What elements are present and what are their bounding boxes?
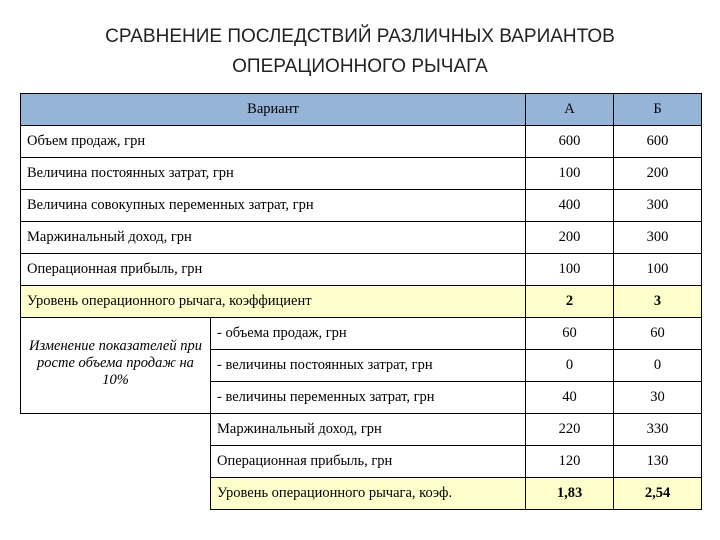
row-value-a: 100 — [526, 254, 614, 286]
table-row — [21, 414, 702, 446]
row-value-a: 60 — [526, 318, 614, 350]
row-label: Величина постоянных затрат, грн — [21, 158, 526, 190]
row-value-b: 200 — [614, 158, 702, 190]
row-label: - величины переменных затрат, грн — [211, 382, 526, 414]
row-label: Маржинальный доход, грн — [211, 414, 526, 446]
row-value-a: 120 — [526, 446, 614, 478]
header-a: А — [526, 94, 614, 126]
header-variant: Вариант — [21, 94, 526, 126]
comparison-table — [20, 93, 702, 510]
row-label: Маржинальный доход, грн — [21, 222, 526, 254]
row-value-b: 30 — [614, 382, 702, 414]
row-value-b: 2,54 — [614, 478, 702, 510]
row-value-b: 0 — [614, 350, 702, 382]
empty-cell — [21, 478, 211, 510]
row-label: Уровень операционного рычага, коэффициент — [21, 286, 526, 318]
row-value-a: 200 — [526, 222, 614, 254]
row-value-b: 300 — [614, 190, 702, 222]
row-label: Объем продаж, грн — [21, 126, 526, 158]
row-value-a: 0 — [526, 350, 614, 382]
table-row-highlight — [21, 286, 702, 318]
empty-cell — [21, 414, 211, 446]
row-value-b: 3 — [614, 286, 702, 318]
row-value-a: 100 — [526, 158, 614, 190]
table-header-row — [21, 94, 702, 126]
table-row — [21, 158, 702, 190]
row-value-a: 600 — [526, 126, 614, 158]
row-label: Операционная прибыль, грн — [21, 254, 526, 286]
row-value-a: 2 — [526, 286, 614, 318]
row-value-a: 400 — [526, 190, 614, 222]
row-value-a: 1,83 — [526, 478, 614, 510]
row-label: - объема продаж, грн — [211, 318, 526, 350]
row-value-b: 100 — [614, 254, 702, 286]
row-value-b: 130 — [614, 446, 702, 478]
row-label: - величины постоянных затрат, грн — [211, 350, 526, 382]
table-row — [21, 254, 702, 286]
table-row — [21, 318, 702, 350]
title-line-2: ОПЕРАЦИОННОГО РЫЧАГА — [232, 56, 488, 77]
change-group-label: Изменение показателей при росте объема продаж на 10% — [21, 318, 211, 414]
table-row — [21, 190, 702, 222]
row-value-b: 300 — [614, 222, 702, 254]
table-row — [21, 446, 702, 478]
row-value-b: 600 — [614, 126, 702, 158]
table-row — [21, 222, 702, 254]
page-title — [0, 22, 720, 82]
row-label: Операционная прибыль, грн — [211, 446, 526, 478]
row-value-b: 60 — [614, 318, 702, 350]
title-line-1: СРАВНЕНИЕ ПОСЛЕДСТВИЙ РАЗЛИЧНЫХ ВАРИАНТОВ — [105, 26, 615, 47]
row-label: Величина совокупных переменных затрат, грн — [21, 190, 526, 222]
row-value-a: 220 — [526, 414, 614, 446]
row-value-b: 330 — [614, 414, 702, 446]
table-row — [21, 126, 702, 158]
row-value-a: 40 — [526, 382, 614, 414]
row-label: Уровень операционного рычага, коэф. — [211, 478, 526, 510]
table-row-highlight — [21, 478, 702, 510]
empty-cell — [21, 446, 211, 478]
header-b: Б — [614, 94, 702, 126]
